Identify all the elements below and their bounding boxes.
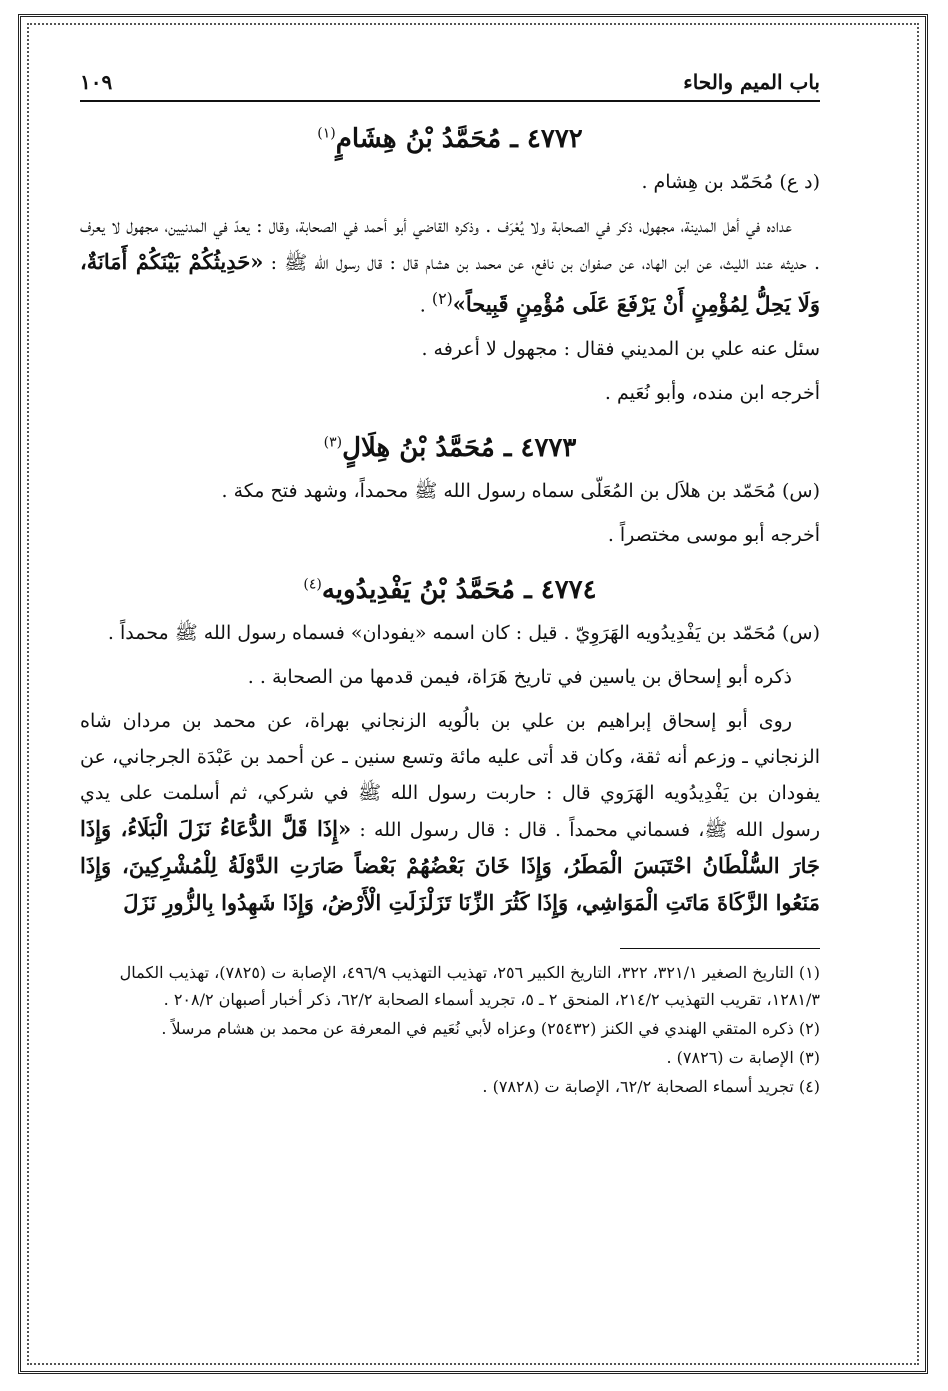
entry-text: . bbox=[419, 294, 432, 317]
running-head bbox=[80, 70, 820, 102]
entry-paragraph: أخرجه ابن منده، وأبو نُعَيم . bbox=[604, 382, 820, 405]
entry-title-text: ٤٧٧٣ ـ مُحَمَّدُ بْنُ هِلَالٍ bbox=[342, 433, 577, 464]
entry-paragraph: (د ع) مُحَمّد بن هِشام . bbox=[641, 171, 820, 193]
section-title: باب الميم والحاء bbox=[683, 70, 820, 94]
footnote-ref: (١) bbox=[317, 125, 336, 142]
page-number: ١٠٩ bbox=[80, 70, 113, 94]
hadith-text: «حَدِيثُكُمْ بَيْنَكُمْ أَمَانَةٌ، وَلَا يَحِلُّ لِمُؤْمِنٍ أَنْ يَرْفَعَ عَلَى مُؤْمِنٍ قَبِيحاً» bbox=[80, 249, 820, 317]
entry-paragraph: (س) مُحَمّد بن هلاَل بن المُعَلّى سماه رسول الله ﷺ محمداً، وشهد فتح مكة . bbox=[221, 480, 820, 503]
footnote-divider bbox=[620, 948, 820, 949]
footnote: (٢) ذكره المتقي الهندي في الكنز (٢٥٤٣٢) وعزاه لأبي نُعَيم في المعرفة عن محمد بن هشام مرسلاً . bbox=[161, 1019, 820, 1039]
footnote-ref: (٤) bbox=[303, 576, 322, 593]
entry-paragraph: أخرجه أبو موسى مختصراً . bbox=[607, 524, 820, 547]
footnote: (١) التاريخ الصغير ٣٢١/١، ٣٢٢، التاريخ الكبير ٢٥٦، تهذيب التهذيب ٤٩٦/٩، الإصابة ت (٧٨٢٥)، تهذيب الكمال ١٢٨١/٣، تقريب التهذيب ٢١٤/٢، المنحق ٢ ـ ٥، تجريد أسماء الصحابة ٦٢/٢، ذكر أخبار أصبهان ٢٠٨/٢ . bbox=[119, 963, 820, 1010]
entry-text: روى أبو إسحاق إبراهيم بن علي بن بالُويه الزنجاني بهراة، عن محمد بن مردان شاه الزنجاني ـ وزعم أنه ثقة، وكان قد أتى عليه مائة وتسع سنين ـ عن أحمد بن عَبْدَة الجرجاني، عن يفودان بن يَفْدِيدُويه الهَرَوي قال : حاربت رسول الله ﷺ في شركي، ثم أسلمت على يدي رسول الله ﷺ، فسماني محمداً . قال : قال رسول الله : bbox=[80, 710, 821, 842]
hadith-text: «إِذَا قَلَّ الدُّعَاءُ نَزَلَ الْبَلَاءُ، وَإِذَا جَارَ السُّلْطَانُ احْتَبَسَ الْمَطَرُ، وَإِذَا خَانَ بَعْضُهُمْ بَعْضاً صَارَتِ الدَّوْلَةُ لِلْمُشْرِكِينَ، وَإِذَا مَنَعُوا الزَّكَاةَ مَاتَتِ الْمَوَاشِي، وَإِذَا كَثُرَ الزِّنَا تَزَلْزَلَتِ الْأَرْضُ، وَإِذَا شَهِدُوا بِالزُّورِ نَزَلَ bbox=[80, 816, 820, 916]
footnote-ref: (٣) bbox=[323, 434, 343, 451]
footnotes bbox=[80, 959, 820, 1100]
entry-paragraph bbox=[80, 703, 820, 922]
footnote-ref: (٢) bbox=[431, 289, 453, 308]
footnote: (٤) تجريد أسماء الصحابة ٦٢/٢، الإصابة ت (٧٨٢٨) . bbox=[482, 1077, 820, 1097]
entry-title bbox=[80, 575, 820, 605]
entry-title-text: ٤٧٧٤ ـ مُحَمَّدُ بْنُ يَفْدِيدُويه bbox=[321, 575, 597, 606]
entry-paragraph: سئل عنه علي بن المديني فقال : مجهول لا أعرفه . bbox=[421, 338, 820, 361]
entry-title bbox=[80, 124, 820, 154]
entry-title bbox=[80, 433, 820, 463]
entry-paragraph: ذكره أبو إسحاق بن ياسين في تاريخ هَرَاة، فيمن قدمها من الصحابة . . bbox=[247, 666, 792, 689]
entry-paragraph bbox=[80, 208, 820, 323]
entry-title-text: ٤٧٧٢ ـ مُحَمَّدُ بْنُ هِشَامٍ bbox=[335, 124, 583, 154]
book-page bbox=[80, 70, 820, 1360]
entry-paragraph: (س) مُحَمّد بن يَفْدِيدُويه الهَرَوِيّ . قيل : كان اسمه «يفودان» فسماه رسول الله ﷺ محمداً . bbox=[107, 622, 820, 645]
entry-text: عداده في أهل المدينة، مجهول، ذكر في الصحابة ولا يُعْرَف . وذكره القاضي أبو أحمد في الصحابة، وقال : يعدّ في المدنيين، مجهول لا يعرف . حديثه عند الليث، عن ابن الهاد، عن صفوان بن نافع، عن محمد بن هشام قال : قال رسول الله ﷺ : bbox=[80, 215, 820, 274]
footnote: (٣) الإصابة ت (٧٨٢٦) . bbox=[666, 1048, 820, 1068]
